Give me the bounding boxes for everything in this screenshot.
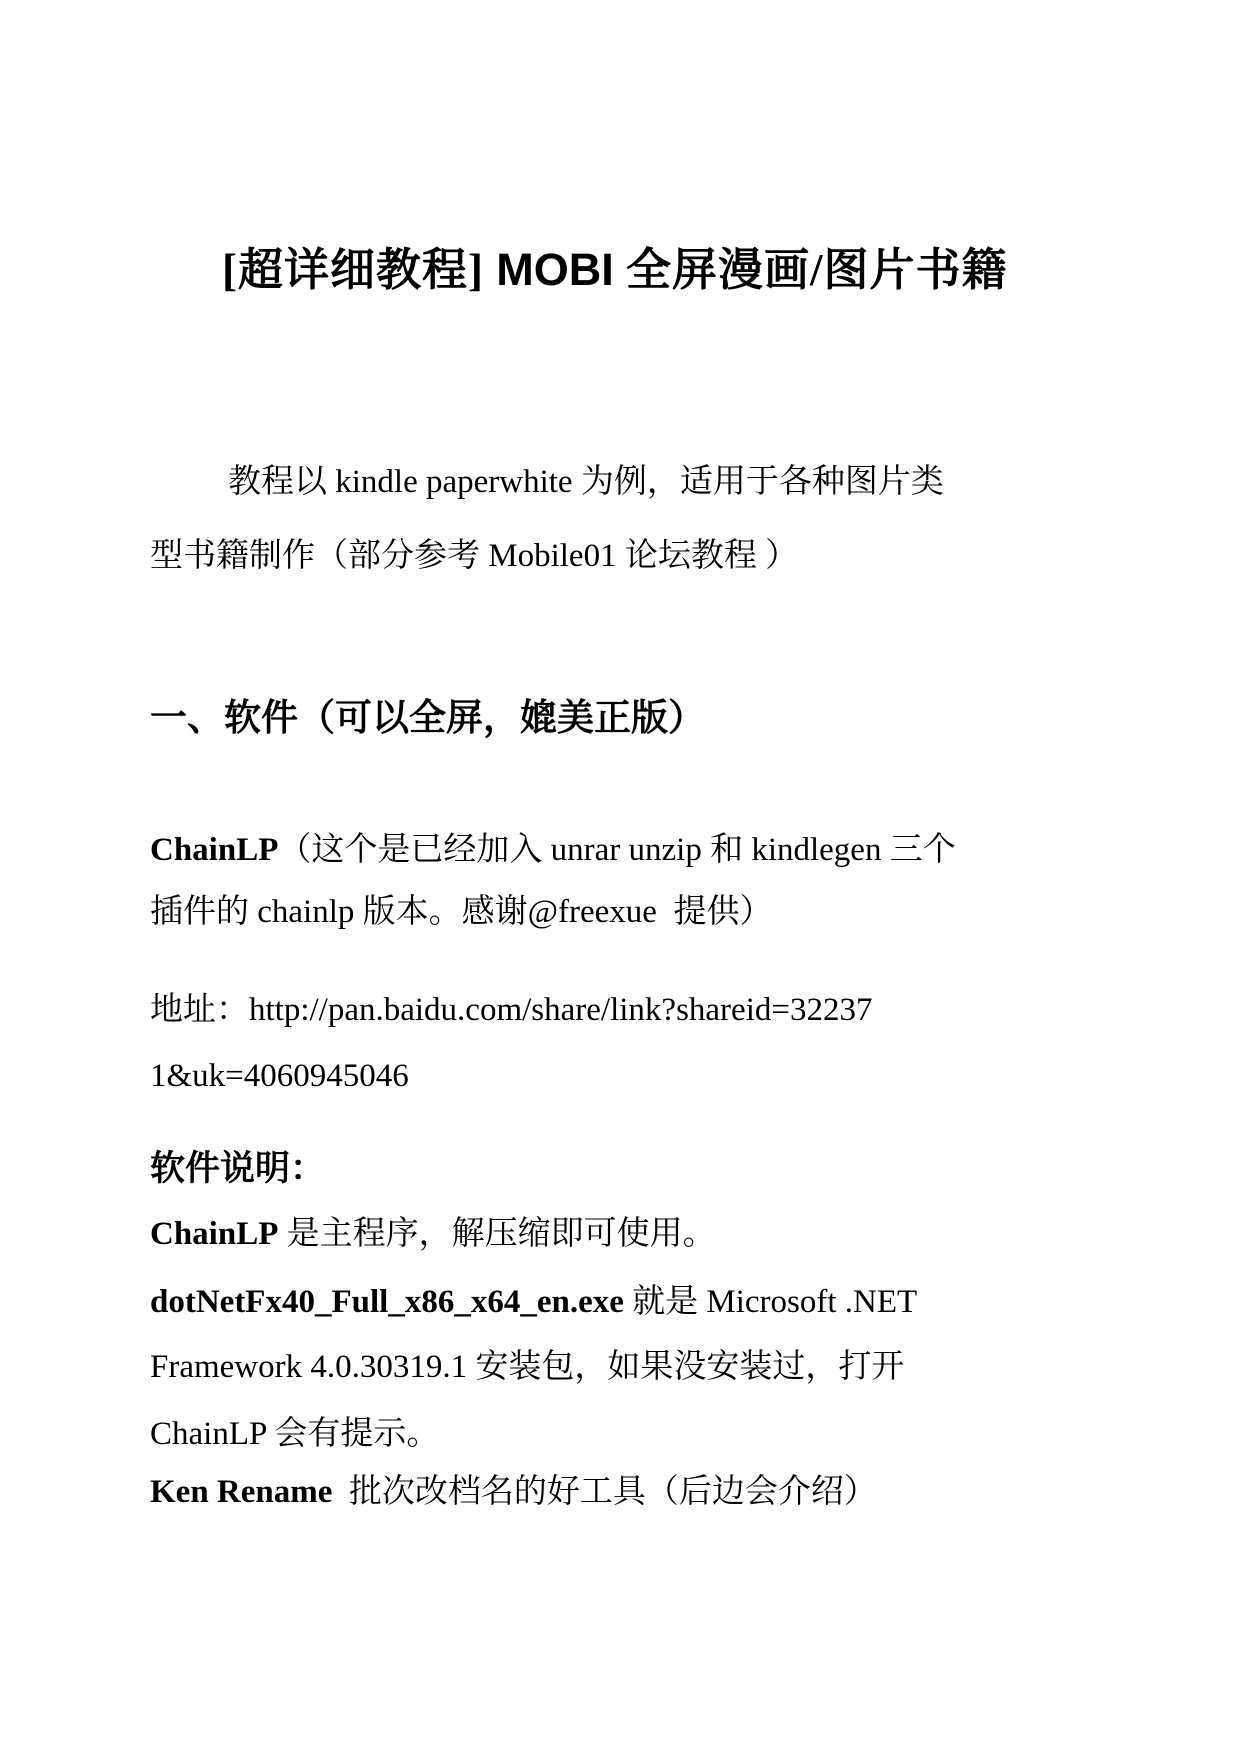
page-title — [222, 244, 1008, 295]
page-title-suffix: 全屏漫画/图片书籍 — [613, 245, 1008, 295]
note-dotnet-line-3: ChainLP 会有提示。 — [150, 1416, 440, 1452]
chainlp-term: ChainLP — [150, 832, 279, 868]
intro-line-2: 型书籍制作（部分参考 Mobile01 论坛教程 ） — [150, 538, 799, 574]
note-chainlp — [150, 1218, 716, 1251]
address-line-1: 地址：http://pan.baidu.com/share/link?shareid=32237 — [150, 992, 873, 1028]
address-line-2: 1&uk=4060945046 — [150, 1058, 409, 1094]
page-title-latin: MOBI — [496, 244, 614, 295]
note-dotnet-line-2: Framework 4.0.30319.1 安装包，如果没安装过，打开 — [150, 1349, 905, 1385]
note-kenrename-term: Ken Rename — [150, 1474, 333, 1510]
note-dotnet-term: dotNetFx40_Full_x86_x64_en.exe — [150, 1284, 624, 1320]
note-chainlp-term: ChainLP — [150, 1216, 279, 1252]
note-kenrename-rest: 批次改档名的好工具（后边会介绍） — [332, 1474, 877, 1510]
note-dotnet-rest: 就是 Microsoft .NET — [623, 1284, 918, 1320]
intro-line-1: 教程以 kindle paperwhite 为例，适用于各种图片类 — [228, 464, 944, 500]
chainlp-line-1-rest: （这个是已经加入 unrar unzip 和 kindlegen 三个 — [278, 832, 956, 868]
note-kenrename — [150, 1476, 877, 1509]
chainlp-line-2: 插件的 chainlp 版本。感谢@freexue 提供） — [150, 894, 773, 930]
note-chainlp-rest: 是主程序，解压缩即可使用。 — [278, 1216, 716, 1252]
chainlp-line-1 — [150, 834, 956, 867]
note-dotnet-line-1 — [150, 1286, 917, 1319]
page-title-prefix: [超详细教程] — [222, 245, 497, 295]
section-heading: 一、软件（可以全屏，媲美正版） — [150, 698, 705, 739]
notes-heading: 软件说明： — [150, 1149, 326, 1188]
